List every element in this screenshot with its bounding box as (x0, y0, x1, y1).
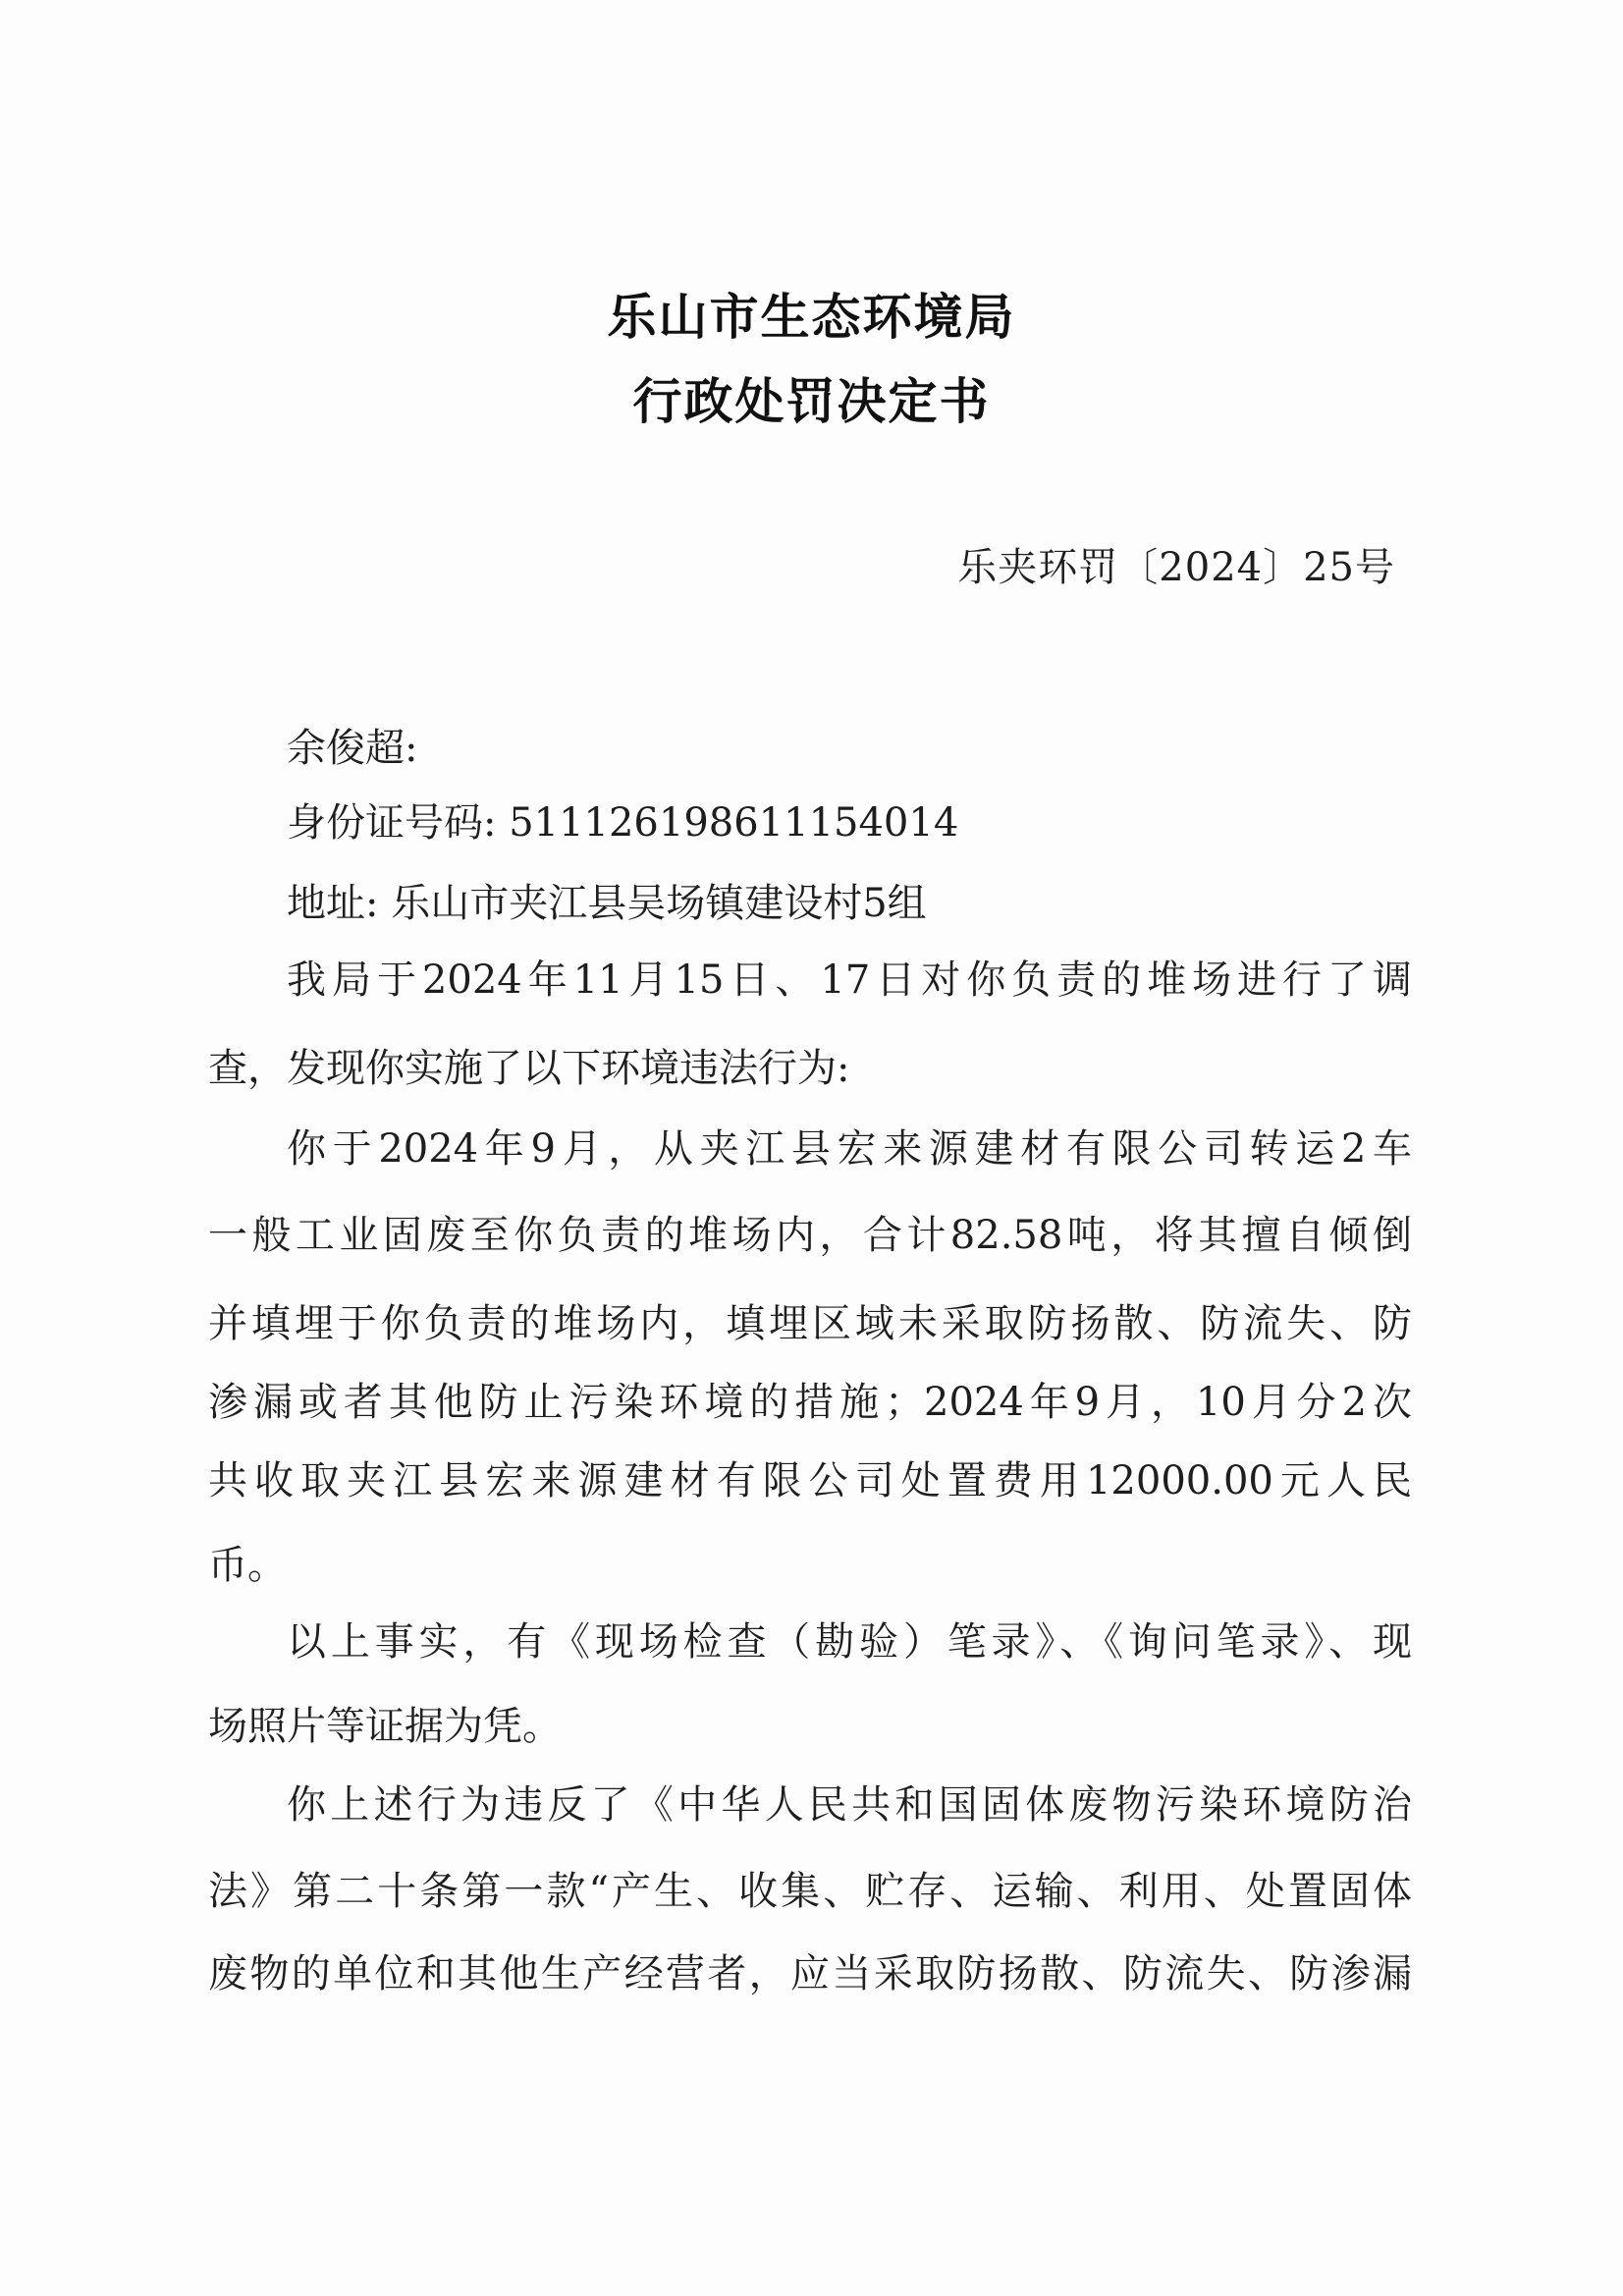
paragraph-violation-line: 废物的单位和其他生产经营者，应当采取防扬散、防流失、防渗漏 (208, 1951, 1412, 1996)
recipient-address: 地址: 乐山市夹江县吴场镇建设村5组 (287, 881, 927, 926)
paragraph-violation-line: 你上述行为违反了《中华人民共和国固体废物污染环境防治 (287, 1782, 1412, 1828)
paragraph-facts-line: 渗漏或者其他防止污染环境的措施；2024年9月，10月分2次 (208, 1380, 1412, 1425)
paragraph-violation-line: 法》第二十条第一款“产生、收集、贮存、运输、利用、处置固体 (208, 1869, 1412, 1914)
recipient-name: 余俊超: (287, 726, 418, 771)
paragraph-facts-line: 你于2024年9月，从夹江县宏来源建材有限公司转运2车 (287, 1126, 1412, 1172)
paragraph-evidence-line: 场照片等证据为凭。 (208, 1704, 562, 1749)
paragraph-investigation-line: 查，发现你实施了以下环境违法行为: (208, 1046, 850, 1091)
paragraph-facts-line: 并填埋于你负责的堆场内，填埋区域未采取防扬散、防流失、防 (208, 1301, 1412, 1346)
paragraph-evidence-line: 以上事实，有《现场检查（勘验）笔录》、《询问笔录》、现 (287, 1619, 1412, 1665)
paragraph-facts-line: 一般工业固废至你负责的堆场内，合计82.58吨，将其擅自倾倒 (208, 1213, 1412, 1258)
recipient-id-number: 身份证号码: 511126198611154014 (287, 800, 959, 846)
paragraph-investigation-line: 我局于2024年11月15日、17日对你负责的堆场进行了调 (287, 957, 1412, 1003)
document-title-agency: 乐山市生态环境局 (607, 289, 1016, 346)
document-number: 乐夹环罚〔2024〕25号 (957, 545, 1395, 590)
paragraph-facts-line: 共收取夹江县宏来源建材有限公司处置费用12000.00元人民 (208, 1458, 1412, 1503)
document-title-type: 行政处罚决定书 (632, 373, 991, 430)
paragraph-facts-line: 币。 (208, 1543, 287, 1588)
